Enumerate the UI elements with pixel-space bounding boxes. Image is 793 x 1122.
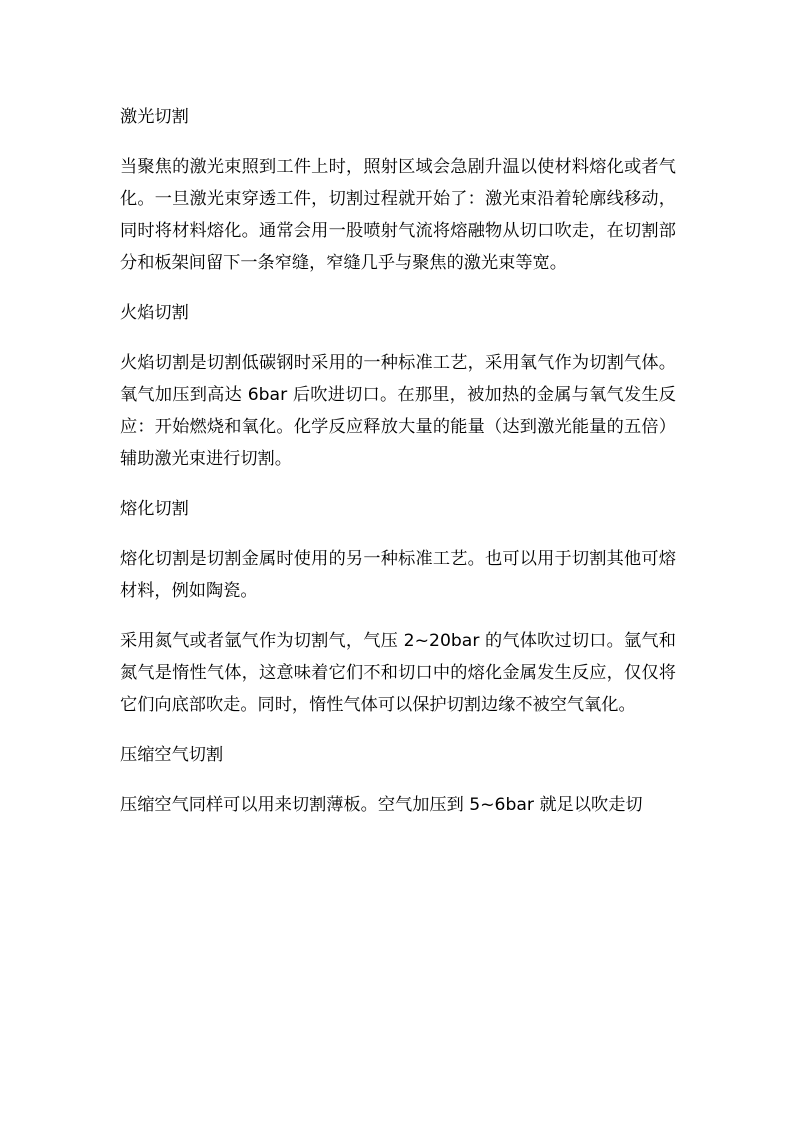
paragraph-compressed-air-cutting: 压缩空气同样可以用来切割薄板。空气加压到 5~6bar 就足以吹走切 [120,795,643,815]
paragraph-fusion-cutting-intro: 熔化切割是切割金属时使用的另一种标准工艺。也可以用于切割其他可熔材料，例如陶瓷。 [120,549,676,601]
document-page [120,101,676,839]
paragraph-laser-cutting: 当聚焦的激光束照到工件上时，照射区域会急剧升温以使材料熔化或者气化。一旦激光束穿透工件，切割过程就开始了：激光束沿着轮廓线移动，同时将材料熔化。通常会用一股喷射气流将熔融物从切口吹走，在切割部分和板架间留下一条窄缝，窄缝几乎与聚焦的激光束等宽。 [120,157,676,273]
section-heading-laser-cutting: 激光切割 [120,107,189,127]
section-heading-compressed-air-cutting: 压缩空气切割 [120,745,224,765]
section-heading-flame-cutting: 火焰切割 [120,303,189,323]
section-heading-fusion-cutting: 熔化切割 [120,499,189,519]
paragraph-fusion-cutting-gas: 采用氮气或者氩气作为切割气，气压 2~20bar 的气体吹过切口。氩气和氮气是惰性气体，这意味着它们不和切口中的熔化金属发生反应，仅仅将它们向底部吹走。同时，惰性气体可以保护切割边缘不被空气氧化。 [120,631,676,715]
paragraph-flame-cutting: 火焰切割是切割低碳钢时采用的一种标准工艺，采用氧气作为切割气体。氧气加压到高达 6bar 后吹进切口。在那里，被加热的金属与氧气发生反应：开始燃烧和氧化。化学反应释放大量的能量（达到激光能量的五倍）辅助激光束进行切割。 [120,353,676,469]
